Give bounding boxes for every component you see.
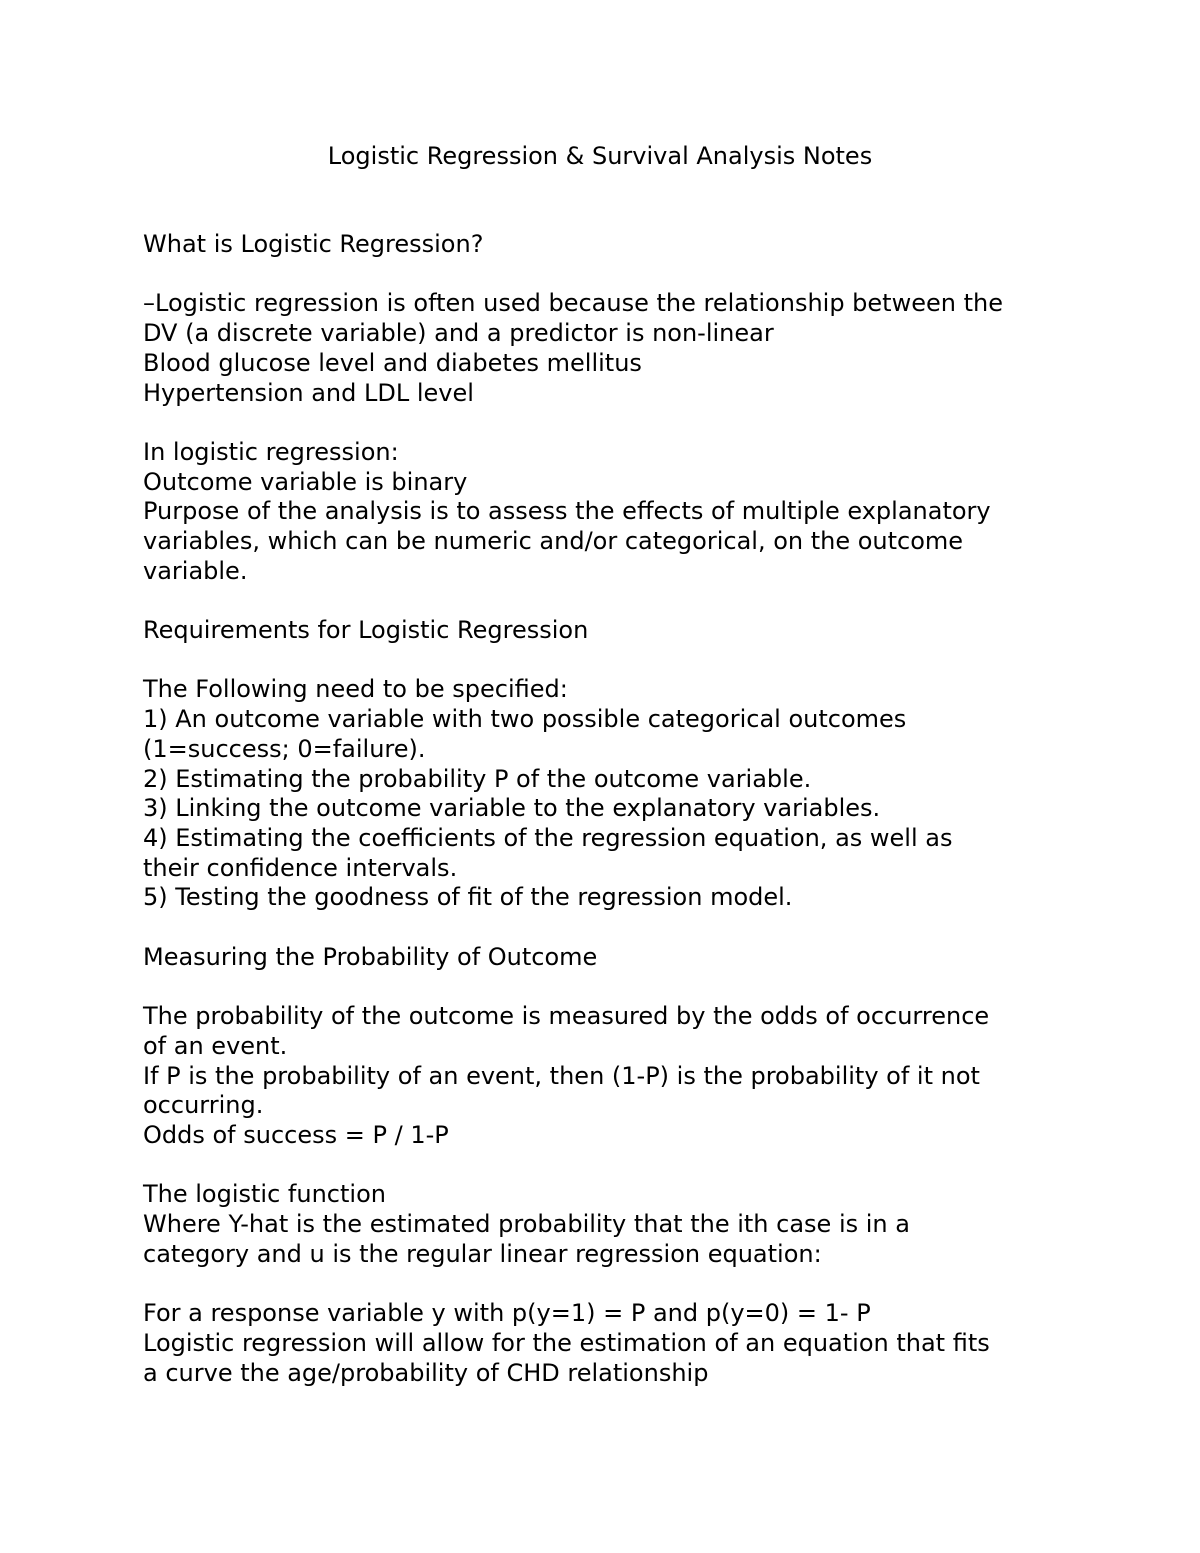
text-line: variables, which can be numeric and/or categorical, on the outcome [143,527,964,555]
blank-line [143,1151,1073,1181]
blank-line [143,1270,1073,1300]
text-line: category and u is the regular linear regression equation: [143,1239,822,1268]
text-line: 5) Testing the goodness of fit of the regression model. [143,883,793,912]
text-line: The probability of the outcome is measured by the odds of occurrence [143,1002,990,1031]
blank-line [143,646,1073,676]
text-line: 2) Estimating the probability P of the outcome variable. [143,764,812,793]
blank-line [143,408,1073,438]
text-line: Odds of success = P / 1-P [143,1121,449,1149]
text-line: Purpose of the analysis is to assess the effects of multiple explanatory [143,497,991,526]
text-line: Where Y-hat is the estimated probability that the ith case is in a [143,1210,910,1239]
text-line: their confidence intervals. [143,853,458,882]
text-line: Outcome variable is binary [143,467,468,496]
text-line: For a response variable y with p(y=1) = P and p(y=0) = 1- P [143,1299,871,1328]
text-line: Measuring the Probability of Outcome [143,942,598,971]
text-line: DV (a discrete variable) and a predictor is non-linear [143,319,774,348]
blank-line [143,586,1073,616]
text-line: The Following need to be specified: [143,675,568,704]
blank-line [143,973,1073,1003]
text-line: Blood glucose level and diabetes mellitus [143,348,642,377]
page-title: Logistic Regression & Survival Analysis Notes [327,142,873,170]
text-line: –Logistic regression is often used because the relationship between the [143,289,1003,318]
document-body [143,230,1073,1388]
text-line: (1=success; 0=failure). [143,734,426,763]
text-line: Logistic regression will allow for the estimation of an equation that fits [143,1328,990,1357]
text-line: In logistic regression: [143,437,399,466]
text-line: 1) An outcome variable with two possible categorical outcomes [143,705,907,734]
blank-line [143,913,1073,943]
text-line: 4) Estimating the coefficients of the regression equation, as well as [143,824,953,852]
text-line: If P is the probability of an event, then (1-P) is the probability of it not [143,1061,980,1090]
text-line: a curve the age/probability of CHD relationship [143,1358,709,1387]
text-line: Hypertension and LDL level [143,378,474,407]
text-line: Requirements for Logistic Regression [143,616,589,645]
text-line: variable. [143,556,248,585]
text-line: What is Logistic Regression? [143,230,484,258]
text-line: The logistic function [143,1180,386,1209]
text-line: occurring. [143,1091,264,1120]
text-line: 3) Linking the outcome variable to the explanatory variables. [143,794,881,823]
text-line: of an event. [143,1031,288,1060]
blank-line [143,260,1073,290]
